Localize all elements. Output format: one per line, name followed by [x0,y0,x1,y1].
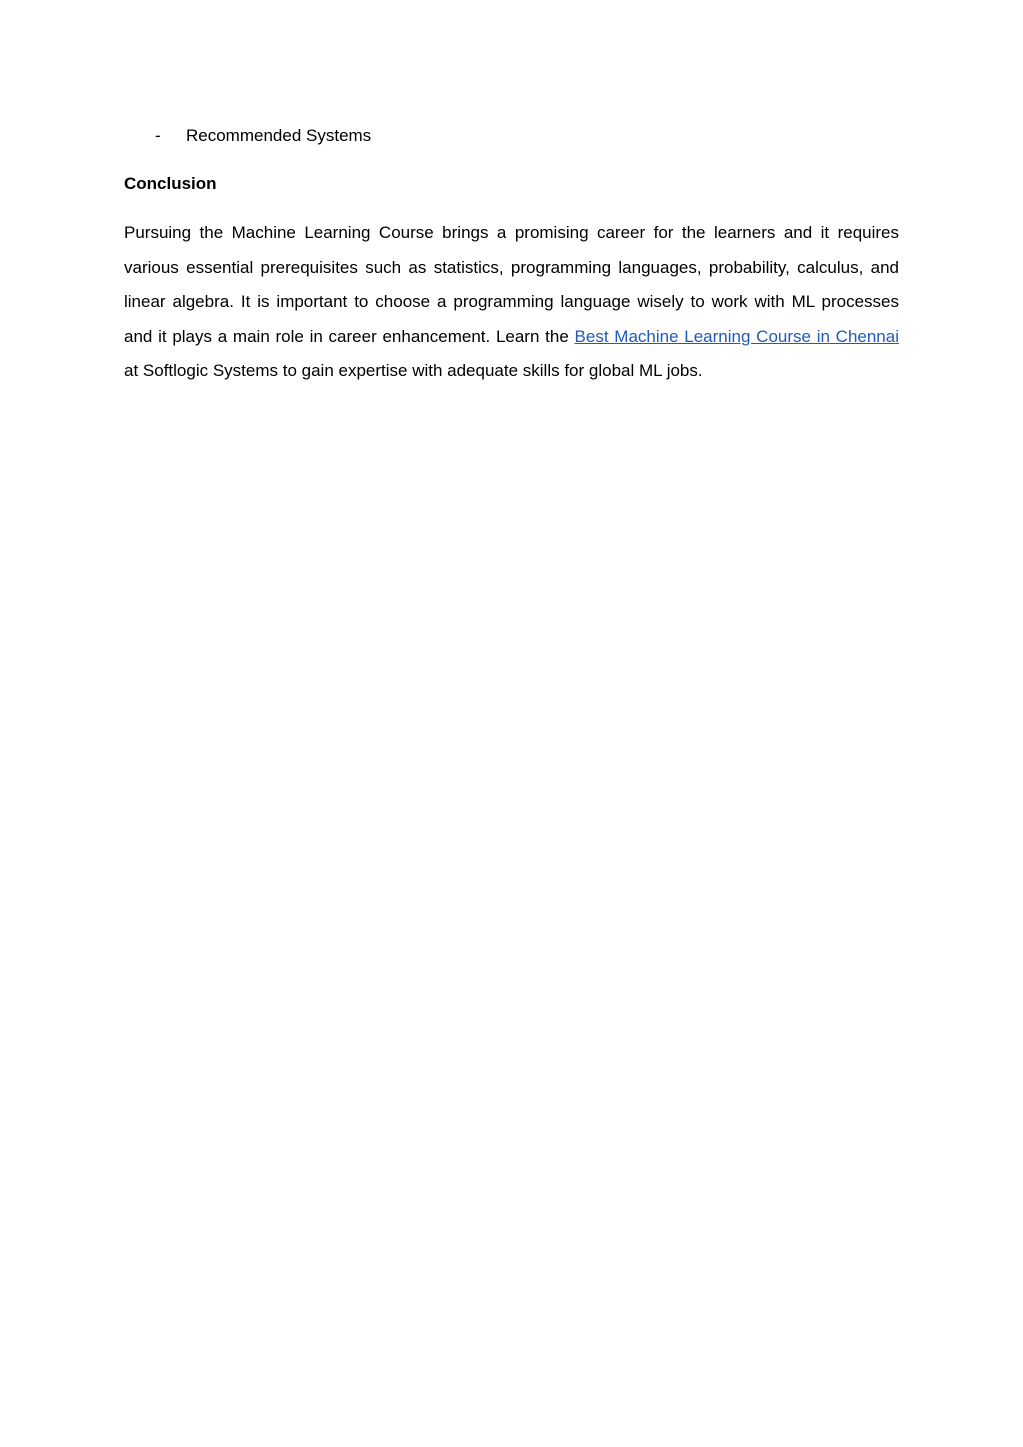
paragraph-text-start: Pursuing the Machine Learning Course brings a promising career for the learners and it requires various essential prerequisites such as statistics, programming languages, probability, calculus, and linear algebra. It is important to choose a programming language wisely to work with ML processes and it plays a main role in career enhancement. Learn the [124,223,899,346]
course-link[interactable]: Best Machine Learning Course in Chennai [574,326,899,346]
list-item [155,124,371,148]
section-heading: Conclusion [124,174,217,193]
conclusion-paragraph [124,216,899,389]
paragraph-text-end: at Softlogic Systems to gain expertise with adequate skills for global ML jobs. [124,361,703,381]
list-item-text: Recommended Systems [186,126,372,145]
bullet-marker: - [155,126,161,145]
